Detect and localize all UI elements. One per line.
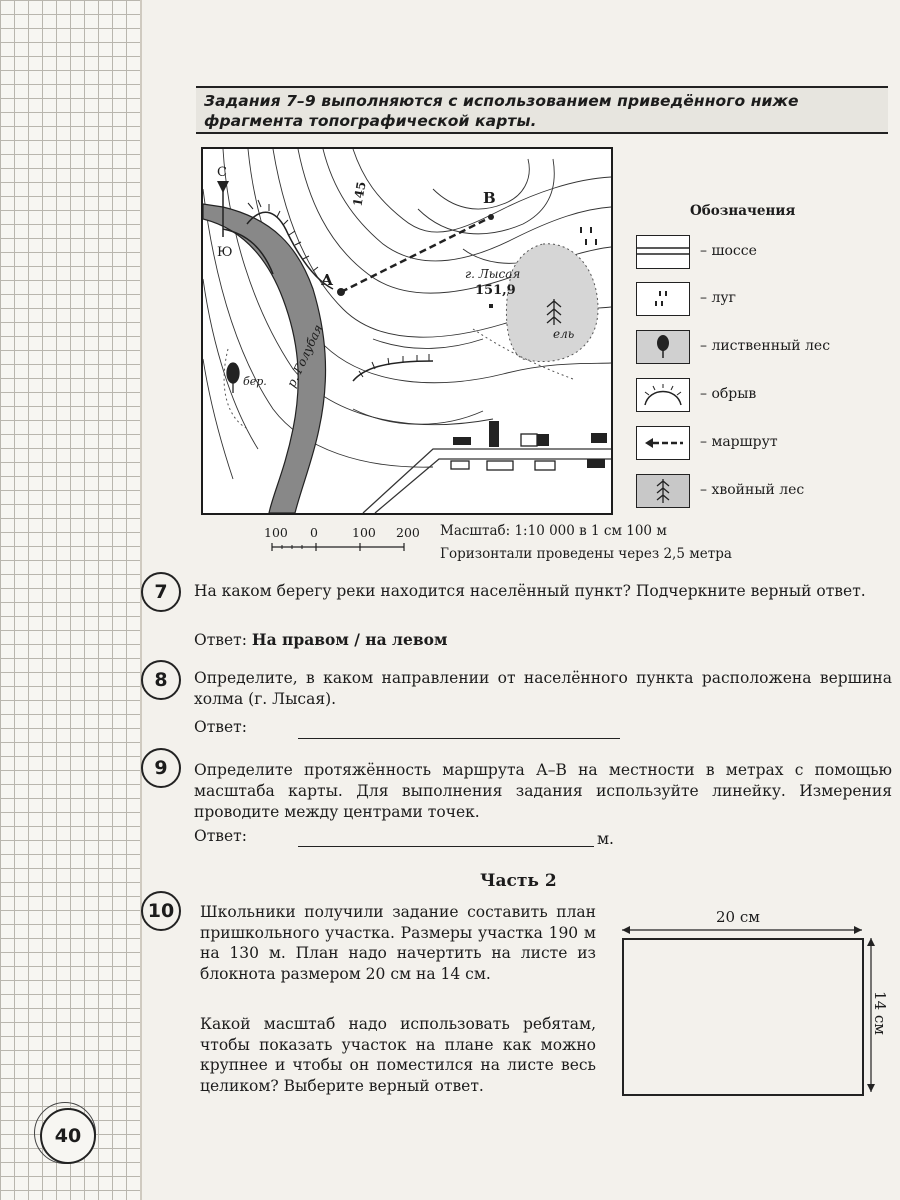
hill-name-label: г. Лысая (465, 267, 521, 281)
contour-145-label: 145 (350, 180, 369, 208)
legend-meadow (636, 282, 736, 316)
sheet-width-label: 20 см (716, 908, 760, 926)
scale-tick-label: 0 (310, 525, 318, 540)
legend-route (636, 426, 778, 460)
cliff-hatch (248, 200, 429, 377)
legend-title: Обозначения (690, 203, 796, 219)
question-8-answer-field[interactable] (298, 722, 620, 739)
point-b-label: В (483, 189, 496, 207)
scale-tick-label: 200 (396, 525, 420, 540)
graph-paper-margin (0, 0, 140, 1200)
legend-label: – шоссе (700, 243, 757, 259)
legend-label: – луг (700, 290, 736, 306)
answer-label: Ответ: (194, 631, 247, 649)
highway (363, 449, 611, 513)
scale-tick-label: 100 (264, 525, 288, 540)
question-9-number: 9 (141, 748, 181, 788)
map-drawing (203, 149, 611, 513)
page-number: 40 (40, 1108, 96, 1164)
legend-label: – маршрут (700, 434, 778, 450)
scale-ruler (268, 539, 428, 569)
width-arrow (620, 924, 864, 936)
hill-summit (489, 304, 493, 308)
question-7-number: 7 (141, 572, 181, 612)
point-a-label: А (321, 271, 334, 289)
north-label: С (217, 165, 227, 180)
meadow-marks (580, 227, 597, 245)
legend-label: – лиственный лес (700, 338, 831, 354)
question-7-text: На каком берегу реки находится населённый пункт? Подчеркните верный ответ. (194, 582, 866, 600)
birch-label: бер. (243, 375, 267, 388)
legend-label: – обрыв (700, 386, 757, 402)
legend-deciduous-forest (636, 330, 831, 364)
settlement (451, 421, 607, 470)
question-8-number: 8 (141, 660, 181, 700)
spruce-label: ель (553, 327, 575, 341)
south-label: Ю (217, 245, 233, 260)
answer-options[interactable]: На правом / на левом (251, 630, 448, 649)
contour-interval: Горизонтали проведены через 2,5 метра (440, 546, 732, 562)
river-label: р. Голубая (284, 322, 326, 390)
legend-label: – хвойный лес (700, 482, 805, 498)
answer-unit: м. (597, 830, 614, 848)
part-2-title: Часть 2 (480, 871, 557, 891)
point-a-dot (337, 288, 345, 296)
question-7-answer (194, 630, 447, 649)
topographic-map (201, 147, 613, 515)
sheet-rectangle (622, 938, 864, 1096)
legend-highway (636, 235, 757, 269)
legend-cliff (636, 378, 757, 412)
task-header (196, 86, 888, 134)
point-b-dot (488, 214, 494, 220)
question-10-text: Школьники получили задание составить план пришкольного участка. Размеры участка 190 м на 130 м. План надо начертить на листе из блокнота размером 20 см на 14 см. (200, 903, 596, 983)
scale-caption: Масштаб: 1:10 000 в 1 см 100 м (440, 523, 667, 539)
answer-label: Ответ: (194, 718, 247, 736)
question-9-text: Определите протяжённость маршрута А–В на местности в метрах с помощью масштаба карты. Для выполнения задания используйте линейку. Измерения проводите между центрами точек. (194, 761, 892, 821)
legend-coniferous-forest (636, 474, 805, 508)
answer-label: Ответ: (194, 827, 247, 845)
scale-tick-label: 100 (352, 525, 376, 540)
question-10-number: 10 (141, 891, 181, 931)
hill-height-label: 151,9 (475, 283, 516, 298)
question-10-question: Какой масштаб надо использовать ребятам, чтобы показать участок на плане как можно крупнее и чтобы он поместился на листе весь целиком? Выберите верный ответ. (200, 1015, 596, 1095)
sheet-height-label: 14 см (870, 991, 889, 1035)
task-header-text: Задания 7–9 выполняются с использованием приведённого ниже фрагмента топографической карты. (204, 92, 799, 130)
question-8-text: Определите, в каком направлении от населённого пункта расположена вершина холма (г. Лысая). (194, 669, 892, 708)
question-9-answer-field[interactable] (298, 830, 594, 847)
